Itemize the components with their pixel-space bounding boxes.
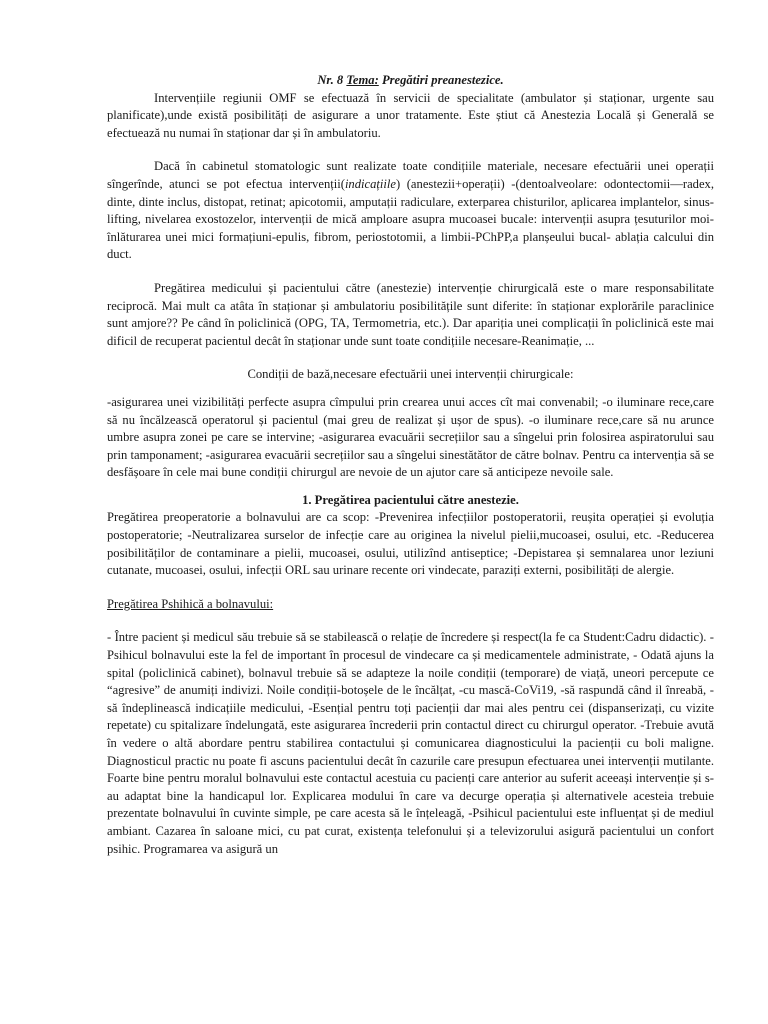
document-page — [107, 72, 714, 858]
psychological-heading: Pregătirea Pshihică a bolnavului: — [107, 596, 274, 611]
paragraph-psychological: - Între pacient și medicul său trebuie să se stabilească o relație de încredere și respect(la fe ca Student:Cadru didactic). -Psihicul bolnavului este la fel de important în procesul de vindecare ca și medicamentele administrate, - Odată ajuns la spital (policlinică cabinet), bolnavul trebuie să se adapteze la noile condiții (temporare) de viață, uneori percepute ce “agresive” de anumiți indivizi. Noile condiții-botoșele de le încălțat, -cu mască-CoVi19, -să raspundă când il înreabă, - să îndeplinească indicațiile medicului, -Esențial pentru toți pacienții dar mai ales pentru cei (dispanserizați, cu vizite repetate) cu spitalizare îndelungată, este asigurarea încrederii prin contactul direct cu chirurgul operator. -Trebuie avută în vedere o altă abordare pentru stabilirea contactului și comunicarea diagnosticului la pacienții cu boli maligne. Diagnosticul practic nu poate fi ascuns pacientului decât în cazurile care presupun efectuarea unei intervenții mutilante. Foarte bine pentru moralul bolnavului este contactul acestuia cu pacienți care anterior au suferit aceeași intervenție și s-au adaptat bine la handicapul lor. Explicarea modului în care va decurge operația și alternativele acesteia trebuie prezentate bolnavului în cuvinte simple, pe care acesta să le înțeleagă, -Psihicul pacientului este influențat și de mediul ambiant. Cazarea în saloane mici, cu pat curat, existența telefonului și a televizorului asigură pacientului un confort psihic. Programarea va asigură un — [107, 630, 714, 856]
section-heading-patient-preparation: 1. Pregătirea pacientului către anestezie. — [302, 492, 519, 507]
title-number: Nr. 8 — [317, 73, 347, 87]
paragraph-intro: Intervențiile regiunii OMF se efectuază în servicii de specialitate (ambulator și staționar, urgente sau planificate),unde există posibilități de asigurare a unor tratamente. Este știut că Anestezia Locală și Generală se efectuează nu numai în staționar dar și în ambulatoriu. — [107, 90, 714, 140]
page-title — [107, 72, 714, 90]
indications-italic: indicațiile — [344, 176, 397, 191]
indications-text-a: Dacă în cabinetul stomatologic sunt realizate toate condițiile materiale, necesare efectuării unei operații sîngerînde, atunci se pot efectua intervenții( — [107, 159, 714, 191]
paragraph-preparation: Pregătirea medicului și pacientului către (anestezie) intervenție chirurgicală este o mare responsabilitate reciprocă. Mai mult ca atâta în staționar și ambulatoriu posibilitățile sunt diferite: în staționar explorările paraclinice sunt amjore?? Pe când în policlinică (OPG, TA, Termometria, etc.). Dar apariția unei complicații în policlinică este mai dificil de recuperat pacientul decât în staționar unde sunt toate condițiile necesare-Reanimație, ... — [107, 280, 714, 348]
conditions-heading: Condiții de bază,necesare efectuării unei intervenții chirurgicale: — [247, 367, 574, 382]
paragraph-conditions: -asigurarea unei vizibilități perfecte asupra cîmpului prin crearea unui acces cît mai convenabil; -o iluminare rece,care să nu încălzească operatorul și pacientul (mai greu de realizat și ușor de spus). -o iluminare rece,care să nu arunce umbre asupra zonei pe care se intervine; -asigurarea evacuării secrețiilor sau a sîngelui prin folosirea aspiratorului sau prin tamponament; -asigurarea evacuării secrețiilor sau a sîngelui sinestătător de către bolnav. Pentru ca intervenția să se desfășoare în cele mai bune condiții chirurgul are nevoie de un ajutor care să anticipeze nevoile sale. — [107, 394, 714, 480]
indications-text-b: ) (anestezii+operații) -(dentoalveolare: odontectomii—radex, dinte, dinte inclus, distopat, retinat; apicotomii, amputații radiculare, exterparea chisturilor, aplicarea implantelor, sinus-lifting, nivelarea exostozelor, intervenții de mică amploare asupra mucoasei bucale: intervenții asupra țesuturilor moi-înlăturarea unei mici formațiuni-epulis, fibrom, periostotomii, a limbii-PChPP,a planșeului bucal- ablația calcului din duct. — [107, 176, 714, 262]
paragraph-indications — [107, 158, 714, 264]
title-text: Pregătiri preanestezice. — [378, 73, 504, 87]
paragraph-preoperative: Pregătirea preoperatorie a bolnavului are ca scop: -Prevenirea infecțiilor postoperatorii, reușita operației și evoluția postoperatorie; -Neutralizarea surselor de infecție care au originea la nivelul pielii,mucoasei, osului, etc. -Reducerea posibilităților de contaminare a pielii, mucoasei, osului, utilizînd antiseptice; -Depistarea și semnalarea unor leziuni cutanate, mucoasei, osului, infecții ORL sau urinare recente ori vindecate, paraziți externi, posibilități de alergie. — [107, 510, 714, 578]
title-tema: Tema: — [346, 73, 379, 87]
